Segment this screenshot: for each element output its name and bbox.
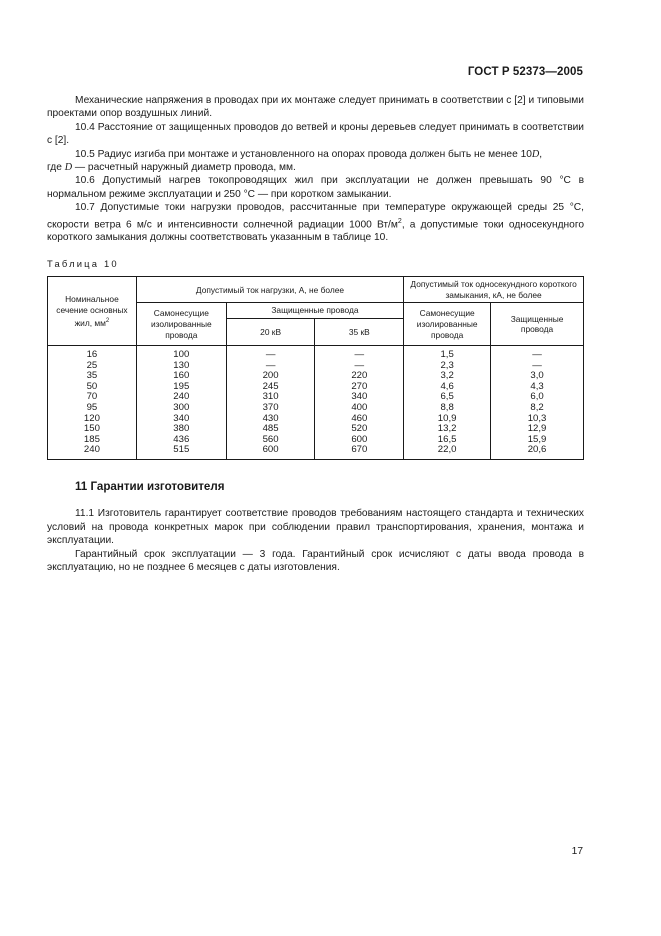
table-cell: 485 <box>226 424 315 435</box>
paragraph-10-5 <box>47 148 584 175</box>
table-cell: — <box>315 361 404 372</box>
table-cell: 560 <box>226 435 315 446</box>
table-cell: 20,6 <box>491 445 584 459</box>
table-cell: 15,9 <box>491 435 584 446</box>
table-cell: 10,9 <box>404 414 491 425</box>
table-cell: 50 <box>48 382 137 393</box>
table-cell: 10,3 <box>491 414 584 425</box>
table-cell: — <box>226 361 315 372</box>
table-cell: 600 <box>226 445 315 459</box>
table-cell: — <box>315 346 404 361</box>
table-cell: 4,6 <box>404 382 491 393</box>
table-row <box>48 445 584 459</box>
table-row <box>48 403 584 414</box>
table-cell: — <box>491 346 584 361</box>
variable-d: D <box>531 148 540 160</box>
table-cell: 670 <box>315 445 404 459</box>
header-section-sup: 2 <box>105 317 110 324</box>
paragraph-10-7 <box>47 201 584 245</box>
table-cell: 8,8 <box>404 403 491 414</box>
header-section <box>48 277 137 346</box>
table-cell: 95 <box>48 403 137 414</box>
table-cell: 3,2 <box>404 371 491 382</box>
table-cell: 380 <box>136 424 226 435</box>
table-cell: 120 <box>48 414 137 425</box>
table-row <box>48 371 584 382</box>
table-cell: 600 <box>315 435 404 446</box>
table-cell: 400 <box>315 403 404 414</box>
table-cell: 25 <box>48 361 137 372</box>
page-content <box>47 94 584 574</box>
paragraph-10-7-text-a: 10.7 Допустимые токи нагрузки проводов, рассчитанные при температуре окружающей среды 25 °С, скорости ветра 6 м/с и интенсивности солнечной радиации 1000 Вт/м <box>47 202 584 231</box>
header-short-circuit: Допустимый ток односекундного короткого замыкания, кА, не более <box>404 277 584 303</box>
table-cell: 100 <box>136 346 226 361</box>
table-cell: 3,0 <box>491 371 584 382</box>
table-cell: 12,9 <box>491 424 584 435</box>
superscript-2: 2 <box>397 217 402 225</box>
table-row <box>48 361 584 372</box>
table-10 <box>47 276 584 460</box>
table-cell: 2,3 <box>404 361 491 372</box>
table-cell: 35 <box>48 371 137 382</box>
table-cell: 240 <box>48 445 137 459</box>
table-row <box>48 435 584 446</box>
table-cell: 8,2 <box>491 403 584 414</box>
header-protected: Защищенные провода <box>226 303 403 319</box>
paragraph-warranty: Гарантийный срок эксплуатации — 3 года. Гарантийный срок исчисляют с даты ввода провода в эксплуатацию, но не позднее 6 месяцев с даты изготовления. <box>47 548 584 574</box>
table-cell: 245 <box>226 382 315 393</box>
table-cell: 340 <box>136 414 226 425</box>
paragraph-stresses: Механические напряжения в проводах при их монтаже следует принимать в соответствии с [2] и типовыми проектами опор воздушных линий. <box>47 95 584 120</box>
table-cell: 310 <box>226 392 315 403</box>
paragraph-10-6: 10.6 Допустимый нагрев токопроводящих жил при эксплуатации не должен превышать 90 °С в нормальном режиме эксплуатации и 250 °С — при коротком замыкании. <box>47 175 584 200</box>
table-cell: 16 <box>48 346 137 361</box>
table-cell: — <box>491 361 584 372</box>
table-cell: 370 <box>226 403 315 414</box>
section-11-title: 11 Гарантии изготовителя <box>75 479 225 493</box>
table-cell: 340 <box>315 392 404 403</box>
table-cell: 300 <box>136 403 226 414</box>
table-cell: 13,2 <box>404 424 491 435</box>
table-cell: 70 <box>48 392 137 403</box>
table-cell: 515 <box>136 445 226 459</box>
header-self-supporting-2: Самонесущие изолированные провода <box>404 303 491 346</box>
table-row <box>48 346 584 361</box>
paragraph-10-4: 10.4 Расстояние от защищенных проводов до ветвей и кроны деревьев следует принимать в соответствии с [2]. <box>47 121 584 147</box>
table-cell: 1,5 <box>404 346 491 361</box>
table-body <box>48 346 584 460</box>
page-number: 17 <box>571 846 583 857</box>
table-cell: 6,5 <box>404 392 491 403</box>
table-cell: 270 <box>315 382 404 393</box>
table-cell: 240 <box>136 392 226 403</box>
table-row <box>48 424 584 435</box>
paragraph-10-5-text-d: — расчетный наружный диаметр провода, мм. <box>72 162 296 174</box>
table-cell: 430 <box>226 414 315 425</box>
paragraph-11-1: 11.1 Изготовитель гарантирует соответствие проводов требованиям настоящего стандарта и технических условий на провода конкретных марок при соблюдении правил транспортирования, хранения, монтажа и эксплуатации. <box>47 508 584 547</box>
table-row <box>48 414 584 425</box>
table-cell: 4,3 <box>491 382 584 393</box>
table-cell: 130 <box>136 361 226 372</box>
table-row <box>48 382 584 393</box>
table-cell: 185 <box>48 435 137 446</box>
variable-d-2: D <box>64 162 73 174</box>
table-cell: 195 <box>136 382 226 393</box>
paragraph-10-5-text-c: где <box>47 162 65 174</box>
table-cell: 200 <box>226 371 315 382</box>
header-20kv: 20 кВ <box>226 319 315 346</box>
document-code: ГОСТ Р 52373—2005 <box>467 66 583 78</box>
header-protected-2: Защищенные провода <box>491 303 584 346</box>
table-cell: 436 <box>136 435 226 446</box>
table-cell: — <box>226 346 315 361</box>
paragraph-10-5-comma: , <box>539 148 543 160</box>
header-section-label: Номинальное сечение основных жил, мм <box>56 294 128 328</box>
header-self-supporting: Самонесущие изолированные провода <box>136 303 226 346</box>
table-cell: 520 <box>315 424 404 435</box>
paragraph-10-7-text-b: , а допустимые токи односекундного короткого замыкания должны соответствовать указанным в таблице 10. <box>47 219 584 244</box>
table-cell: 160 <box>136 371 226 382</box>
header-load-current: Допустимый ток нагрузки, А, не более <box>136 277 403 303</box>
table-cell: 16,5 <box>404 435 491 446</box>
paragraph-10-5-text-a: 10.5 Радиус изгиба при монтаже и установленного на опорах провода должен быть не менее 10 <box>75 148 532 160</box>
table-cell: 6,0 <box>491 392 584 403</box>
table-cell: 150 <box>48 424 137 435</box>
table-cell: 22,0 <box>404 445 491 459</box>
header-35kv: 35 кВ <box>315 319 404 346</box>
table-cell: 460 <box>315 414 404 425</box>
table-row <box>48 392 584 403</box>
table-caption: Таблица 10 <box>47 257 119 269</box>
table-cell: 220 <box>315 371 404 382</box>
